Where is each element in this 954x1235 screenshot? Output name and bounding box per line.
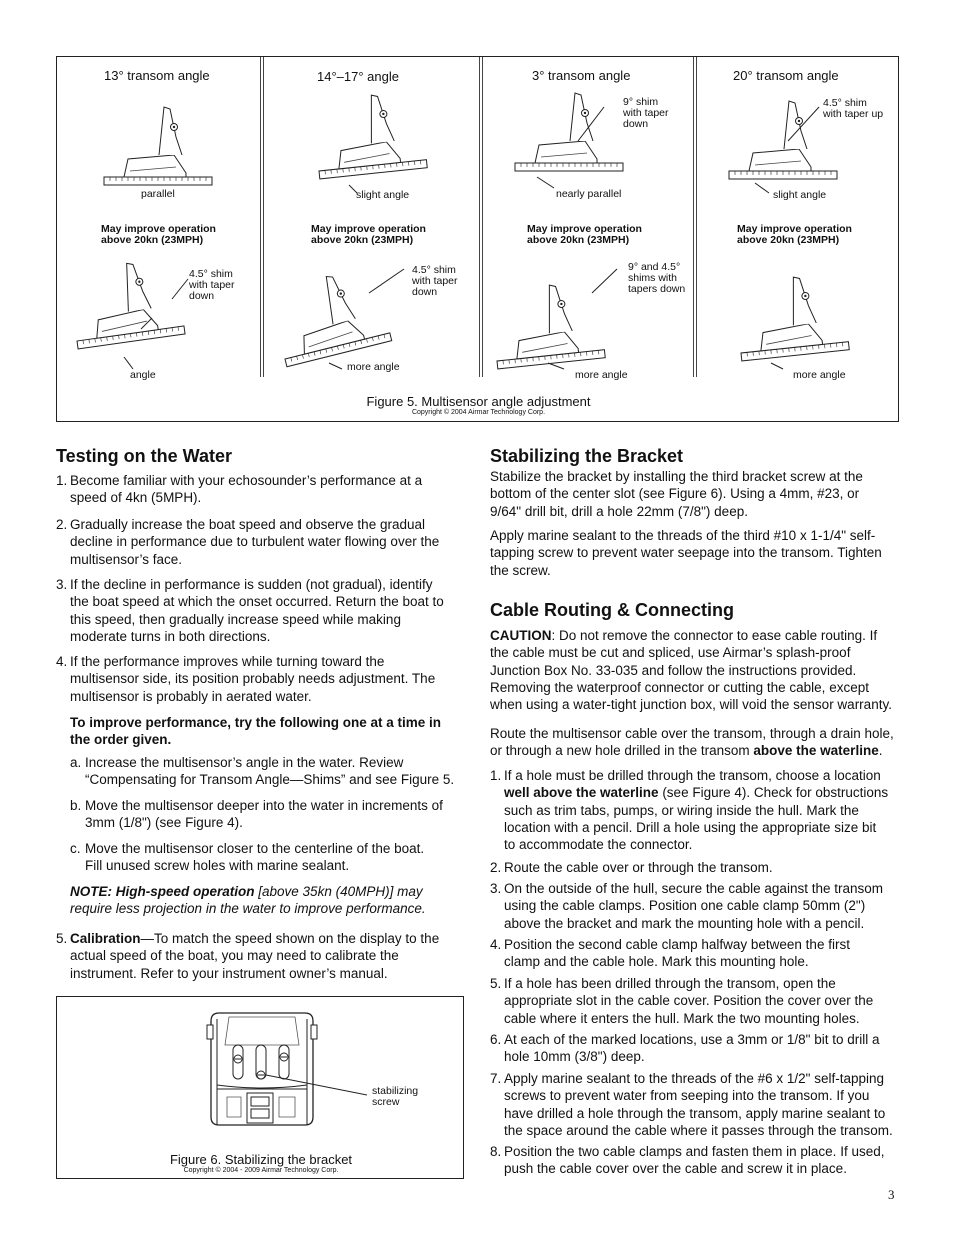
cable-item-2: 2. Route the cable over or through the transom. (490, 860, 773, 875)
diagram-3-more-angle (490, 280, 606, 369)
col2-note-line2: above 20kn (23MPH) (311, 234, 414, 246)
col1-top-label: parallel (141, 188, 175, 200)
col4-bottom-label: more angle (793, 369, 846, 381)
col2-title: 14°–17° angle (317, 69, 399, 84)
col3-shim-label: 9° and 4.5° shims with tapers down (628, 261, 686, 295)
stabilizing-paragraph-1: Stabilize the bracket by installing the third bracket screw at the bottom of the center slot (see Figure 6). Using a 4mm, #23, or 9/64" drill bit, drill a hole 22mm (7/8") deep. (490, 469, 863, 519)
testing-item-4: 4. If the performance improves while turning toward the multisensor side, its position probably needs adjustment. The multisensor is probably in aerated water. (56, 654, 436, 704)
figure-5 (56, 56, 899, 422)
col2-shim-label: 4.5° shim with taper down (412, 264, 458, 298)
testing-sub-item-a: a. Increase the multisensor’s angle in the water. Review “Compensating for Transom Angle—Shims” and see Figure 5. (70, 755, 455, 788)
figure-6-copyright: Copyright © 2004 - 2009 Airmar Technology Corp. (183, 1167, 339, 1174)
col1-note-line2: above 20kn (23MPH) (101, 234, 204, 246)
diagram-20-more (734, 272, 850, 361)
stabilizing-screw-label: stabilizing screw (372, 1085, 419, 1108)
diagram-13-parallel (104, 107, 212, 185)
col4-title: 20° transom angle (733, 68, 839, 83)
caution-paragraph: CAUTION: Do not remove the connector to ease cable routing. If the cable must be cut and spliced, use Airmar’s splash-proof Junction Box No. 33-035 and follow the instructions provided. Removing the waterproof connector or cutting the cable, except when using a water-tight junction box, will void the sensor warranty. (490, 628, 892, 713)
col3-note-line2: above 20kn (23MPH) (527, 234, 630, 246)
col1-shim-label: 4.5° shim with taper down (189, 268, 235, 302)
high-speed-note: NOTE: High-speed operation [above 35kn (40MPH)] may require less projection in the water to improve performance. (70, 884, 426, 917)
col4-note-line1: May improve operation (737, 223, 852, 235)
cable-item-6: 6. At each of the marked locations, use a 3mm or 1/8" bit to drill a hole 10mm (3/8") deep. (490, 1032, 880, 1065)
col3-note-line1: May improve operation (527, 223, 642, 235)
diagram-14-17-more (268, 265, 392, 367)
page-number: 3 (888, 1187, 895, 1202)
col3-top-label: nearly parallel (556, 188, 622, 200)
figure-5-copyright: Copyright © 2004 Airmar Technology Corp. (411, 409, 546, 416)
diagram-20-slight (729, 101, 837, 179)
testing-item-3: 3. If the decline in performance is sudden (not gradual), identify the boat speed at which the onset occurred. Return the boat to this speed, then gradually increase speed while making moderate turns in both directions. (56, 577, 444, 644)
col4-note-line2: above 20kn (23MPH) (737, 234, 840, 246)
route-paragraph: Route the multisensor cable over the transom, through a drain hole, or through a new hole drilled in the transom above the waterline. (490, 726, 894, 759)
col1-bottom-label: angle (130, 369, 156, 381)
testing-sub-item-c: c. Move the multisensor closer to the centerline of the boat. Fill unused screw holes with marine sealant. (70, 841, 425, 874)
cable-item-4: 4. Position the second cable clamp halfway between the first clamp and the cable hole. Mark this mounting hole. (490, 937, 850, 970)
cable-item-3: 3. On the outside of the hull, secure the cable against the transom using the cable clamps. Position one cable clamp 50mm (2") above the bracket and mark the mounting hole with a pencil. (490, 881, 883, 931)
col2-bottom-label: more angle (347, 361, 400, 373)
col1-title: 13° transom angle (104, 68, 210, 83)
testing-item-1: 1. Become familiar with your echosounder’s performance at a speed of 4kn (5MPH). (56, 473, 423, 506)
improve-performance-note: To improve performance, try the following one at a time in the order given. (70, 715, 442, 748)
testing-item-2: 2. Gradually increase the boat speed and observe the gradual decline in performance due to turbulent water flowing over the multisensor’s face. (56, 517, 440, 567)
diagram-13-angle (67, 257, 185, 349)
cable-item-8: 8. Position the two cable clamps and fasten them in place. If used, push the cable cover over the cable and screw it in place. (490, 1144, 885, 1177)
col4-top-shim-label: 4.5° shim with taper up (823, 97, 884, 120)
figure-5-caption: Figure 5. Multisensor angle adjustment (366, 394, 591, 409)
figure-6-caption: Figure 6. Stabilizing the bracket (169, 1152, 353, 1167)
diagram-14-17-slight (312, 90, 428, 179)
cable-heading: Cable Routing & Connecting (490, 600, 734, 620)
col3-title: 3° transom angle (532, 68, 631, 83)
stabilizing-heading: Stabilizing the Bracket (490, 446, 684, 466)
cable-item-1: 1. If a hole must be drilled through the transom, choose a location well above the waterline (see Figure 4). Check for obstructions such as trim tabs, pumps, or wiring inside the hull. Mark the location with a pencil. Drill a hole using the appropriate size bit to accommodate the connector. (490, 768, 889, 853)
col3-top-shim-label: 9° shim with taper down (623, 96, 669, 130)
stabilizing-paragraph-2: Apply marine sealant to the threads of the third #10 x 1-1/4" self- tapping screw to prevent water seepage into the transom. Tighten the screw. (490, 528, 882, 578)
diagram-3-nearly-parallel (515, 93, 623, 171)
col4-top-label: slight angle (773, 189, 827, 201)
cable-item-7: 7. Apply marine sealant to the threads of the #6 x 1/2" self-tapping screws to prevent water from seeping into the transom. If you have drilled a hole through the transom, apply marine sealant to the space around the cable where it passes through the transom. (490, 1071, 893, 1138)
col2-note-line1: May improve operation (311, 223, 426, 235)
testing-heading: Testing on the Water (56, 446, 233, 466)
figure-6 (56, 996, 464, 1179)
col2-top-label: slight angle (356, 189, 410, 201)
cable-item-5: 5. If a hole has been drilled through the transom, open the appropriate slot in the cable cover. Position the cover over the cable where it enters the hull. Mark the two mounting holes. (490, 976, 874, 1026)
testing-item-5: 5. Calibration—To match the speed shown on the display to the actual speed of the boat, you may need to calibrate the instrument. Refer to your instrument owner’s manual. (56, 931, 440, 981)
col3-bottom-label: more angle (575, 369, 628, 381)
col1-note-line1: May improve operation (101, 223, 216, 235)
testing-sub-item-b: b. Move the multisensor deeper into the water in increments of 3mm (1/8") (see Figure 4). (70, 798, 443, 831)
